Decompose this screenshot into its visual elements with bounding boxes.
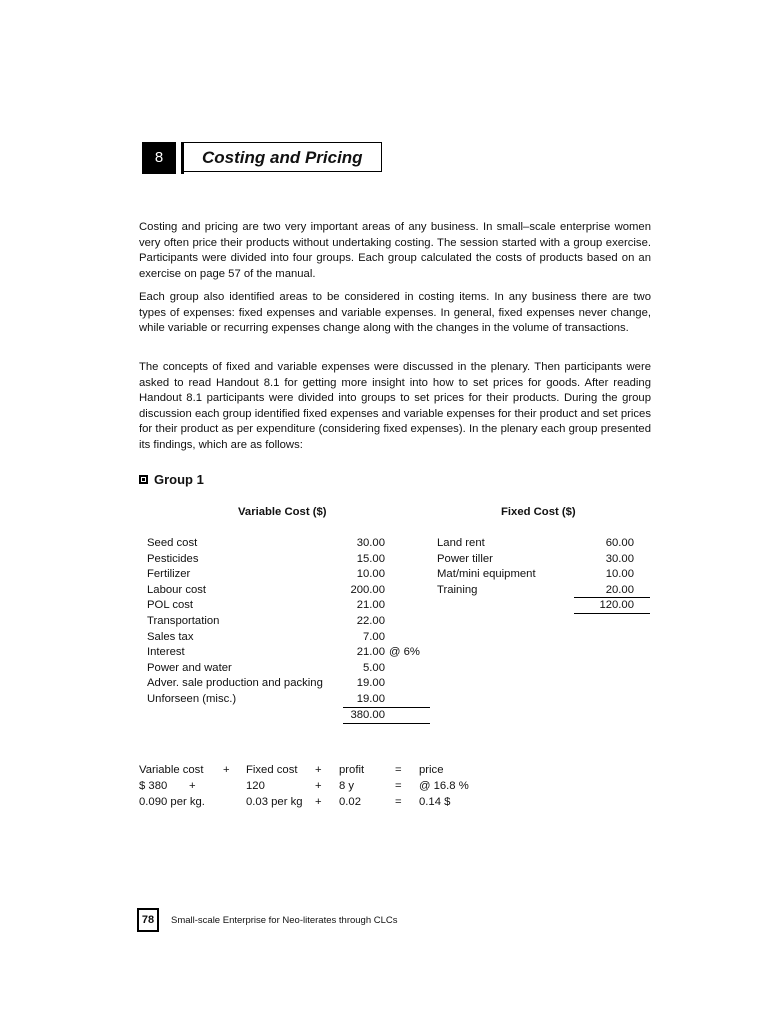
row-label: Power tiller	[437, 552, 493, 565]
equation-cell: +	[223, 764, 230, 776]
row-value: 10.00	[356, 568, 385, 581]
equation-cell: =	[395, 780, 402, 792]
page-number: 78	[137, 908, 159, 932]
row-label: Unforseen (misc.)	[147, 693, 237, 705]
row-label: Power and water	[147, 661, 232, 674]
chapter-header	[142, 142, 382, 174]
equation-cell: =	[395, 796, 402, 808]
row-value: 200.00	[350, 583, 385, 596]
equation-cell: Fixed cost	[246, 764, 298, 776]
row-note: @ 6%	[389, 646, 420, 659]
row-label: Fertilizer	[147, 568, 191, 581]
equation-cell: profit	[339, 764, 365, 776]
variable-total: 380.00	[350, 709, 385, 721]
row-label: Mat/mini equipment	[437, 568, 536, 581]
row-label: Labour cost	[147, 583, 207, 596]
row-label: Seed cost	[147, 537, 198, 549]
row-label: Pesticides	[147, 552, 199, 565]
equation-cell: @ 16.8 %	[419, 780, 469, 792]
equation-cell: +	[315, 780, 322, 792]
equation-cell: +	[189, 780, 196, 792]
row-label: Adver. sale production and packing	[147, 677, 323, 690]
group-heading	[139, 472, 204, 488]
square-bullet-icon	[139, 475, 148, 484]
equation-cell: 0.090 per kg.	[139, 796, 205, 808]
fixed-cost-title: Fixed Cost ($)	[501, 506, 576, 518]
chapter-number: 8	[142, 142, 176, 174]
row-value: 60.00	[605, 537, 634, 549]
row-value: 21.00	[356, 646, 385, 659]
equation-cell: 0.14 $	[419, 796, 451, 808]
row-label: POL cost	[147, 599, 194, 612]
paragraph-1: Costing and pricing are two very important areas of any business. In small–scale enterprise women very often price their products without undertaking costing. The session started with a group exercise. Participants were divided into four groups. Each group calculated the costs of products based on an exercise on page 57 of the manual.	[139, 221, 651, 280]
row-value: 15.00	[356, 552, 385, 565]
equation-cell: price	[419, 764, 444, 776]
equation-cell: 120	[246, 780, 265, 792]
row-value: 10.00	[605, 568, 634, 581]
group-heading-label: Group 1	[154, 472, 204, 487]
row-value: 30.00	[356, 537, 385, 549]
equation-cell: Variable cost	[139, 764, 204, 776]
row-label: Training	[437, 583, 478, 596]
row-value: 20.00	[605, 583, 634, 596]
equation-cell: 0.03 per kg	[246, 796, 303, 808]
equation-cell: 8 y	[339, 780, 355, 792]
row-value: 30.00	[605, 552, 634, 565]
fixed-total-underline	[574, 613, 650, 614]
paragraph-2: Each group also identified areas to be considered in costing items. In any business there are two types of expenses: fixed expenses and variable expenses. In general, fixed expenses never change, while variable or recurring expenses change along with the changes in the volume of transactions.	[139, 291, 651, 334]
variable-total-underline	[343, 723, 430, 724]
row-label: Transportation	[147, 615, 220, 627]
equation-cell: =	[395, 764, 402, 776]
row-value: 19.00	[356, 677, 385, 690]
row-value: 22.00	[356, 615, 385, 627]
chapter-title: Costing and Pricing	[184, 142, 382, 172]
equation-cell: $ 380	[139, 780, 168, 792]
row-value: 21.00	[356, 599, 385, 612]
row-value: 5.00	[363, 661, 385, 674]
equation-cell: 0.02	[339, 796, 361, 808]
row-label: Interest	[147, 646, 185, 659]
running-footer: Small-scale Enterprise for Neo-literates through CLCs	[171, 915, 398, 926]
row-value: 7.00	[363, 630, 385, 643]
equation-cell: +	[315, 796, 322, 808]
equation-cell: +	[315, 764, 322, 776]
paragraph-3: The concepts of fixed and variable expenses were discussed in the plenary. Then participants were asked to read Handout 8.1 for getting more insight into how to set prices for goods. After reading Handout 8.1 participants were divided into groups to set prices for their products. During the group discussion each group identified fixed expenses and variable expenses for their product and set prices for their product as per expenditure (considering fixed expenses). In the plenary each group presented its findings, which are as follows:	[139, 361, 651, 451]
row-label: Sales tax	[147, 630, 194, 643]
variable-cost-title: Variable Cost ($)	[238, 506, 327, 518]
row-value: 19.00	[356, 693, 385, 705]
fixed-total: 120.00	[599, 599, 634, 612]
row-label: Land rent	[437, 537, 485, 549]
